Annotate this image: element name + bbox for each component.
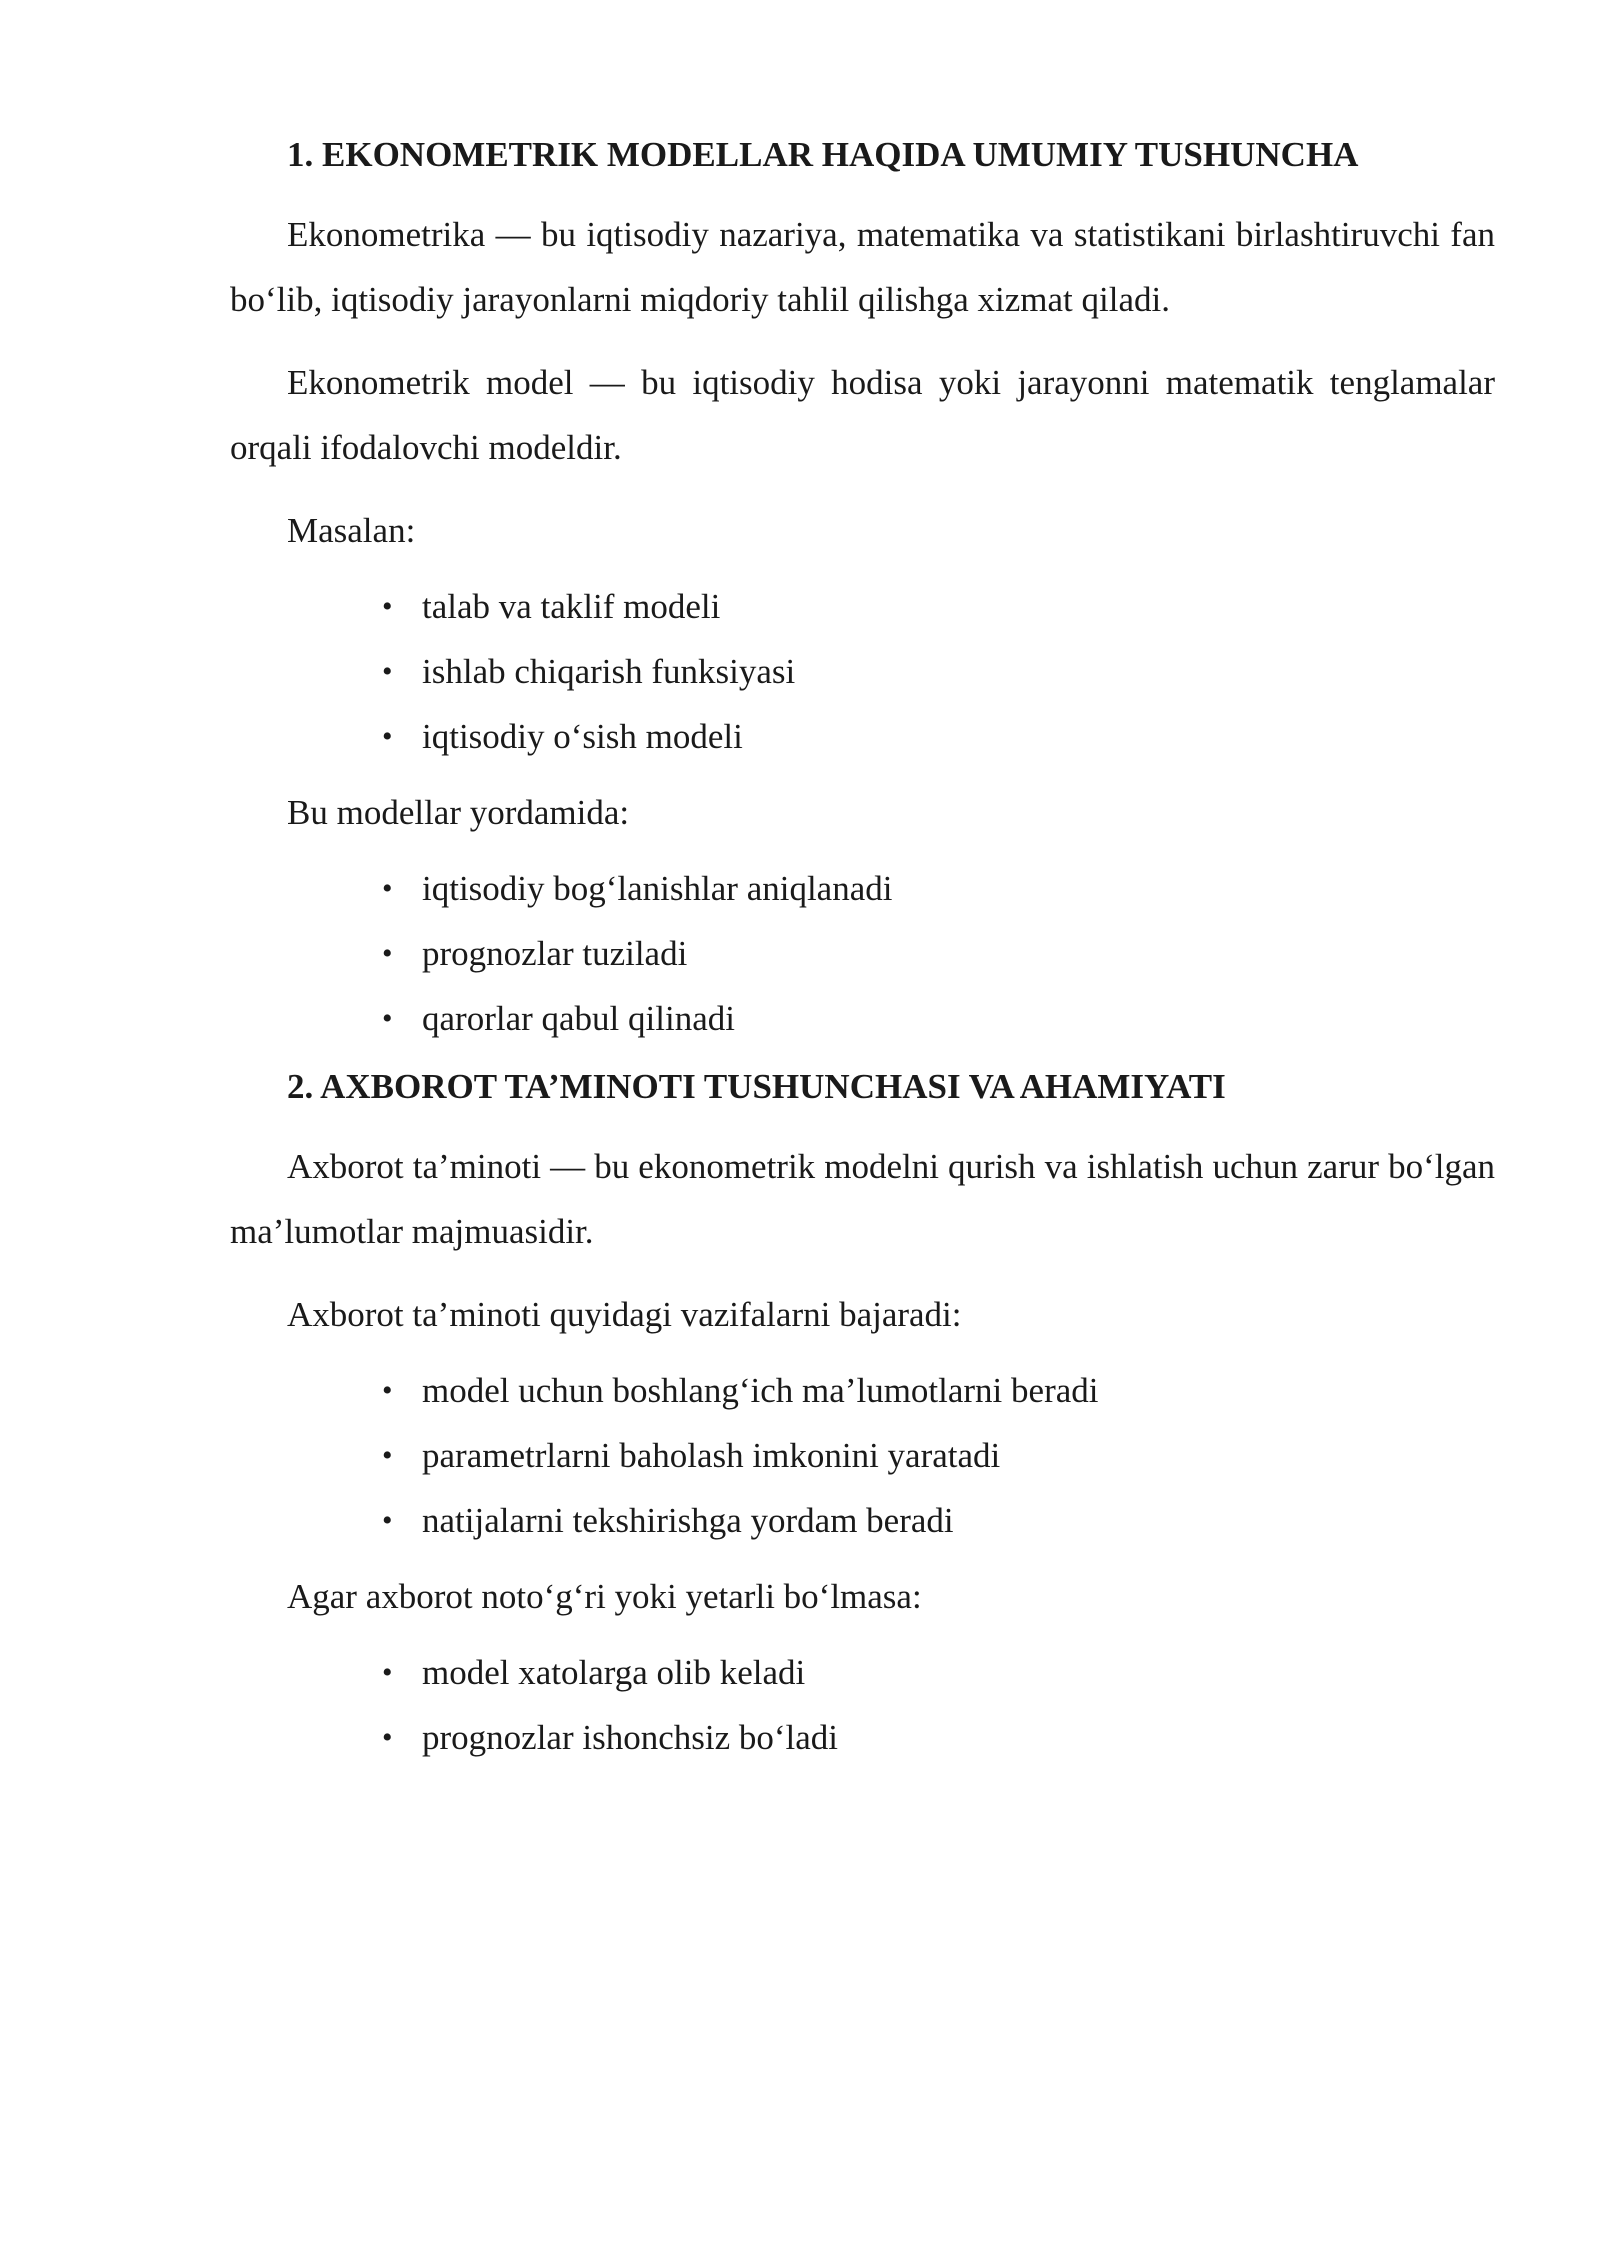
section-2-heading: 2. AXBOROT TA’MINOTI TUSHUNCHASI VA AHAMIYATI — [287, 1067, 1226, 1106]
functions-intro: Axborot ta’minoti quyidagi vazifalarni bajaradi: — [287, 1295, 962, 1334]
functions-list — [230, 1369, 1495, 1542]
list-item: • natijalarni tekshirishga yordam beradi — [230, 1499, 1495, 1542]
list-item: • prognozlar tuziladi — [230, 932, 1495, 975]
list-item: • parametrlarni baholash imkonini yaratadi — [230, 1434, 1495, 1477]
list-item: • iqtisodiy o‘sish modeli — [230, 715, 1495, 758]
section-1-paragraph-1: Ekonometrika — bu iqtisodiy nazariya, matematika va statistikani birlashtiruvchi fan bo‘lib, iqtisodiy jarayonlarni miqdoriy tahlil qilishga xizmat qiladi. — [230, 215, 1495, 319]
list-item: • model uchun boshlang‘ich ma’lumotlarni beradi — [230, 1369, 1495, 1412]
section-1-heading: 1. EKONOMETRIK MODELLAR HAQIDA UMUMIY TUSHUNCHA — [287, 135, 1359, 174]
consequences-intro: Agar axborot noto‘g‘ri yoki yetarli bo‘lmasa: — [287, 1577, 922, 1616]
uses-list — [230, 867, 1495, 1040]
list-item: • talab va taklif modeli — [230, 585, 1495, 628]
examples-intro: Masalan: — [287, 511, 416, 550]
uses-intro: Bu modellar yordamida: — [287, 793, 630, 832]
section-1-paragraph-2: Ekonometrik model — bu iqtisodiy hodisa yoki jarayonni matematik tenglamalar orqali ifodalovchi modeldir. — [230, 363, 1495, 467]
consequences-list — [230, 1651, 1495, 1759]
list-item: • iqtisodiy bog‘lanishlar aniqlanadi — [230, 867, 1495, 910]
section-2-paragraph-1: Axborot ta’minoti — bu ekonometrik modelni qurish va ishlatish uchun zarur bo‘lgan ma’lumotlar majmuasidir. — [230, 1147, 1495, 1251]
list-item: • ishlab chiqarish funksiyasi — [230, 650, 1495, 693]
list-item: • prognozlar ishonchsiz bo‘ladi — [230, 1716, 1495, 1759]
document-page — [230, 130, 1495, 1781]
list-item: • qarorlar qabul qilinadi — [230, 997, 1495, 1040]
examples-list — [230, 585, 1495, 758]
list-item: • model xatolarga olib keladi — [230, 1651, 1495, 1694]
